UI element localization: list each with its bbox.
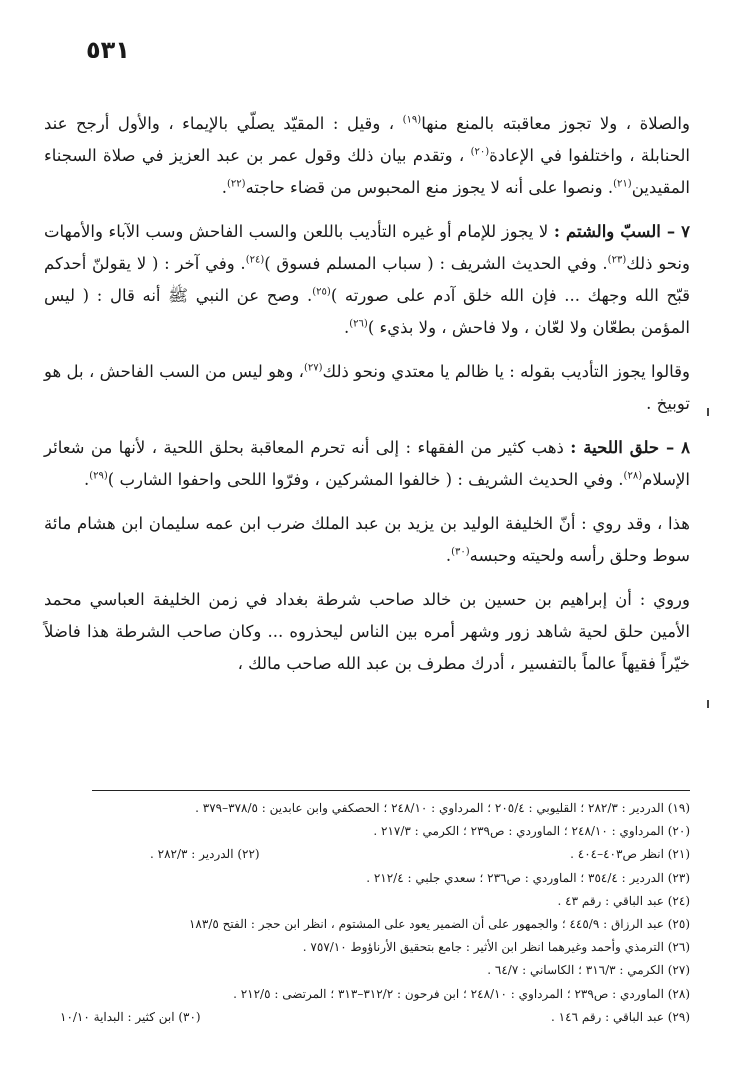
footnote-ref: (٢٦) (349, 318, 368, 330)
footnote-ref: (٢٩) (89, 470, 108, 482)
paragraph-caliph (44, 508, 690, 572)
footnote-ref: (١٩) (402, 114, 422, 126)
footnote-ref: (٢١) (613, 178, 632, 190)
footnote-text: (١٩) الدردير : ٢٨٢/٣ ؛ القليوبي : ٢٠٥/٤ ؛ المرداوي : ٢٤٨/١٠ ؛ الحصكفي وابن عابدين : ٣٧٨/٥–٣٧٩ . (195, 801, 690, 815)
footnote-ref: (٢٢) (227, 178, 246, 190)
footnote-ref: (٢٤) (245, 254, 265, 266)
footnote-line (60, 913, 690, 936)
footnote-line (60, 890, 690, 913)
paragraph-text: ، وقيل : المقيّد يصلّي بالإيماء ، والأول أرجح عند الحنابلة ، واختلفوا في الإعادة (44, 114, 690, 165)
paragraph-prayer (44, 108, 690, 204)
paragraph-text: . وفي الحديث الشريف : ( سباب المسلم فسوق ) (264, 254, 608, 273)
footnote-text: (٢٠) المرداوي : ٢٤٨/١٠ ؛ الماوردي : ص٢٣٩ ؛ الكرمي : ٢١٧/٣ . (373, 824, 690, 839)
footnote-line (60, 843, 690, 866)
footnote-line (60, 959, 690, 982)
paragraph-text: . وصح عن النبي ﷺ أنه قال : ( ليس المؤمن بطعّان ولا لعّان ، ولا فاحش ، ولا بذيء ) (44, 286, 690, 337)
paragraph-text: هذا ، وقد روي : أنّ الخليفة الوليد بن يزيد بن عبد الملك ضرب ابن عمه سليمان ابن هشام مائة سوط وحلق رأسه ولحيته وحبسه (44, 514, 690, 565)
paragraph-text: وقالوا يجوز التأديب بقوله : يا ظالم يا معتدي ونحو ذلك (322, 362, 691, 381)
margin-mark (707, 700, 709, 708)
footnote-ref: (٢٣) (607, 254, 627, 266)
footnote-ref: (٢٨) (623, 470, 643, 482)
paragraph-text: ذهب كثير من الفقهاء : إلى أنه تحرم المعاقبة بحلق اللحية ، لأنها من شعائر الإسلام (44, 438, 690, 489)
paragraph-text: وروي : أن إبراهيم بن حسين بن خالد صاحب شرطة بغداد في زمن الخليفة العباسي محمد الأمين حلق لحية شاهد زور وشهر أمره بين الناس ليحذروه ... وكان صاحب الشرطة هذا فاضلاً خيّراً فقيهاً عالماً بالتفسير ، أدرك مطرف بن عبد الله صاحب مالك ، (44, 590, 690, 673)
page-number: ٥٣١ (86, 36, 130, 64)
footnote-line (60, 820, 690, 843)
paragraph-text: ، وتقدم بيان ذلك وقول عمر بن عبد العزيز في صلاة السجناء المقيدين (44, 146, 690, 197)
footnote-text: (٢٤) عبد الباقي : رقم ٤٣ . (557, 893, 690, 908)
footnote-line (60, 797, 690, 820)
footnote-line (60, 936, 690, 959)
paragraph-rebuke (44, 356, 690, 420)
section-heading: ٨ – حلق اللحية : (570, 438, 691, 457)
paragraph-text: ، وهو ليس من السب الفاحش ، بل هو توبيخ . (44, 362, 690, 413)
footnote-text: (٣٠) ابن كثير : البداية ١٠/١٠ (60, 1009, 201, 1024)
footnote-divider (92, 790, 690, 791)
paragraph-text: . (445, 546, 452, 565)
footnote-line (60, 1006, 690, 1029)
footnotes (60, 797, 690, 1029)
footnote-line (60, 983, 690, 1006)
paragraph-text: . (344, 318, 350, 337)
footnote-ref: (٢٥) (312, 286, 331, 298)
paragraph-text: . وفي آخر : ( لا يقولنّ أحدكم قبّح الله وجهك ... فإن الله خلق آدم على صورته ) (44, 254, 691, 305)
footnote-text: (٢٨) الماوردي : ص٢٣٩ ؛ المرداوي : ٢٤٨/١٠ ؛ ابن فرحون : ٣١٢/٢–٣١٣ ؛ المرتضى : ٢١٢/٥ . (233, 986, 690, 1001)
paragraph-text: . (83, 470, 90, 489)
section-heading: ٧ – السبّ والشتم : (553, 222, 690, 241)
footnote-text: (٢١) انظر ص٤٠٣–٤٠٤ . (570, 847, 690, 862)
body-text (44, 108, 690, 690)
footnote-text: (٢٧) الكرمي : ٣١٦/٣ ؛ الكاساني : ٦٤/٧ . (487, 963, 690, 978)
footnote-line (60, 867, 690, 890)
paragraph-police (44, 584, 690, 680)
footnote-text: (٢٩) عبد الباقي : رقم ١٤٦ . (551, 1009, 690, 1024)
footnote-text: (٢٦) الترمذي وأحمد وغيرهما انظر ابن الأثير : جامع بتحقيق الأرناؤوط ٧٥٧/١٠ . (302, 940, 690, 955)
paragraph-text: لا يجوز للإمام أو غيره التأديب باللعن والسب الفاحش وسب الآباء والأمهات ونحو ذلك (44, 222, 690, 273)
paragraph-beard (44, 432, 690, 496)
paragraph-text: . وفي الحديث الشريف : ( خالفوا المشركين ، وفرّوا اللحى واحفوا الشارب ) (107, 470, 624, 489)
footnote-text: (٢٣) الدردير : ٣٥٤/٤ ؛ الماوردي : ص٢٣٦ ؛ سعدي جلبي : ٢١٢/٤ . (366, 870, 690, 885)
paragraph-text: والصلاة ، ولا تجوز معاقبته بالمنع منها (421, 114, 690, 133)
paragraph-text: . (221, 178, 227, 197)
footnote-ref: (٢٧) (303, 362, 323, 374)
footnote-ref: (٣٠) (451, 546, 470, 558)
paragraph-insult (44, 216, 690, 344)
footnote-text: (٢٥) عبد الرزاق : ٤٤٥/٩ ؛ والجمهور على أن الضمير يعود على المشتوم ، انظر ابن حجر : الفتح ١٨٣/٥ (188, 917, 690, 932)
margin-mark (707, 408, 709, 416)
footnote-ref: (٢٠) (470, 146, 490, 158)
footnote-text: (٢٢) الدردير : ٢٨٢/٣ . (150, 847, 260, 862)
paragraph-text: . ونصوا على أنه لا يجوز منع المحبوس من قضاء حاجته (245, 178, 614, 197)
